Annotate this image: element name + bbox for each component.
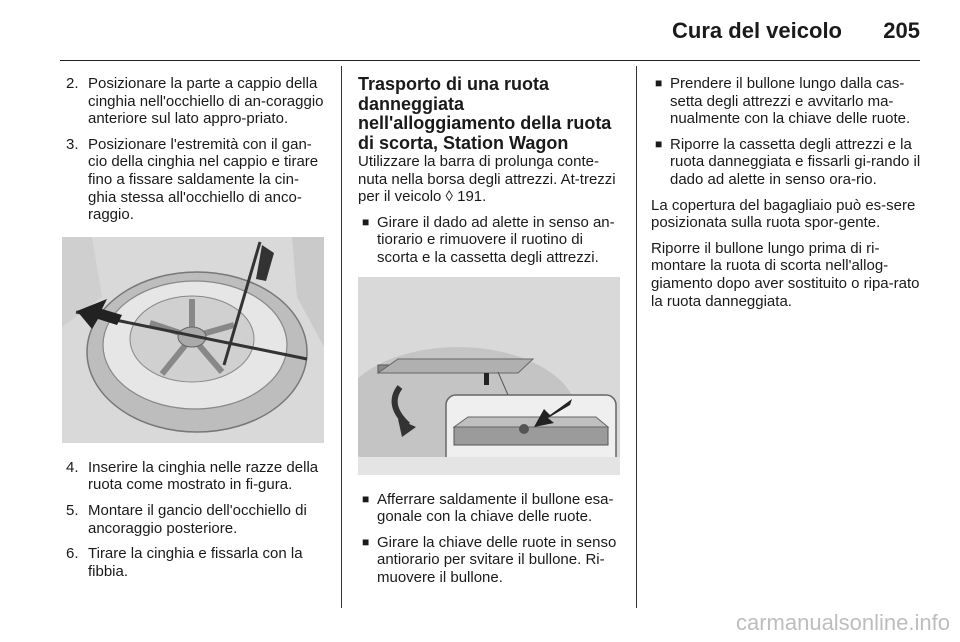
bullet-square-icon: ■ [362,534,370,549]
step-text: Tirare la cinghia e fissarla con la fibbia. [88,545,303,580]
spare-wheel-strap-illustration [62,237,324,443]
step-item [62,545,324,580]
floor-cover-hexbolt-drawing [358,277,620,475]
bullet-text: Afferrare saldamente il bullone esa-gonale con la chiave delle ruote. [377,490,614,526]
step-text: Posizionare la parte a cappio della cinghia nell'occhiello di an-coraggio anteriore sul lato appro-priato. [88,75,324,128]
step-item [62,75,324,128]
step-text: Montare il gancio dell'occhiello di ancoraggio posteriore. [88,501,307,537]
bullet-item [651,136,921,189]
section-title: Cura del veicolo [672,18,842,43]
section-heading: Trasporto di una ruota danneggiata nell'alloggiamento della ruota di scorta, Station Wagon [358,74,612,153]
step-item [62,136,324,224]
bullet-square-icon: ■ [655,136,663,151]
column-divider-1 [341,66,342,608]
intro-paragraph: Utilizzare la barra di prolunga conte-nuta nella borsa degli attrezzi. At-trezzi per il veicolo ◊ 191. [358,153,616,206]
bullet-item [358,491,623,526]
step-text: Inserire la cinghia nelle razze della ruota come mostrato in fi-gura. [88,458,319,494]
header-divider [60,60,920,61]
bullet-text: Girare la chiave delle ruote in senso antiorario per svitare il bullone. Ri-muovere il bullone. [377,533,617,586]
bullet-item [651,75,921,128]
step-number: 4. [66,458,79,476]
bullet-square-icon: ■ [655,76,663,90]
column-divider-2 [636,66,637,608]
bullet-text: Girare il dado ad alette in senso an-tiorario e rimuovere il ruotino di scorta e la cassetta degli attrezzi. [377,213,615,266]
page-number: 205 [883,18,920,43]
step-item [62,459,324,494]
bullet-text: Prendere il bullone lungo dalla cas-setta degli attrezzi e avvitarlo ma-nualmente con la chiave delle ruote. [670,75,911,128]
watermark: carmanualsonline.info [735,610,950,635]
step-number: 3. [66,135,79,153]
column-2 [358,75,623,595]
bullet-square-icon: ■ [362,214,370,229]
step-item [62,502,324,537]
floor-cover-hexbolt-illustration [358,277,620,475]
step-number: 6. [66,545,79,563]
paragraph: Riporre il bullone lungo prima di ri-montare la ruota di scorta nell'allog-giamento dopo aver sostituito o ripa-rato la ruota danneggiata. [651,239,920,310]
column-3 [651,75,921,318]
step-number: 5. [66,501,79,519]
page-header [0,0,960,60]
paragraph: La copertura del bagagliaio può es-sere posizionata sulla ruota spor-gente. [651,196,916,232]
step-text: Posizionare l'estremità con il gan-cio della cinghia nel cappio e tirare fino a fissare saldamente la cin-ghia stessa all'occhiello di anco-raggio. [88,135,319,224]
bullet-square-icon: ■ [362,491,370,506]
bullet-text: Riporre la cassetta degli attrezzi e la ruota danneggiata e fissarli gi-rando il dado ad alette in senso ora-rio. [670,135,921,188]
bullet-item [358,214,623,267]
bullet-item [358,534,623,587]
step-number: 2. [66,75,79,92]
column-1 [62,75,324,588]
spare-wheel-strap-drawing [62,237,324,443]
